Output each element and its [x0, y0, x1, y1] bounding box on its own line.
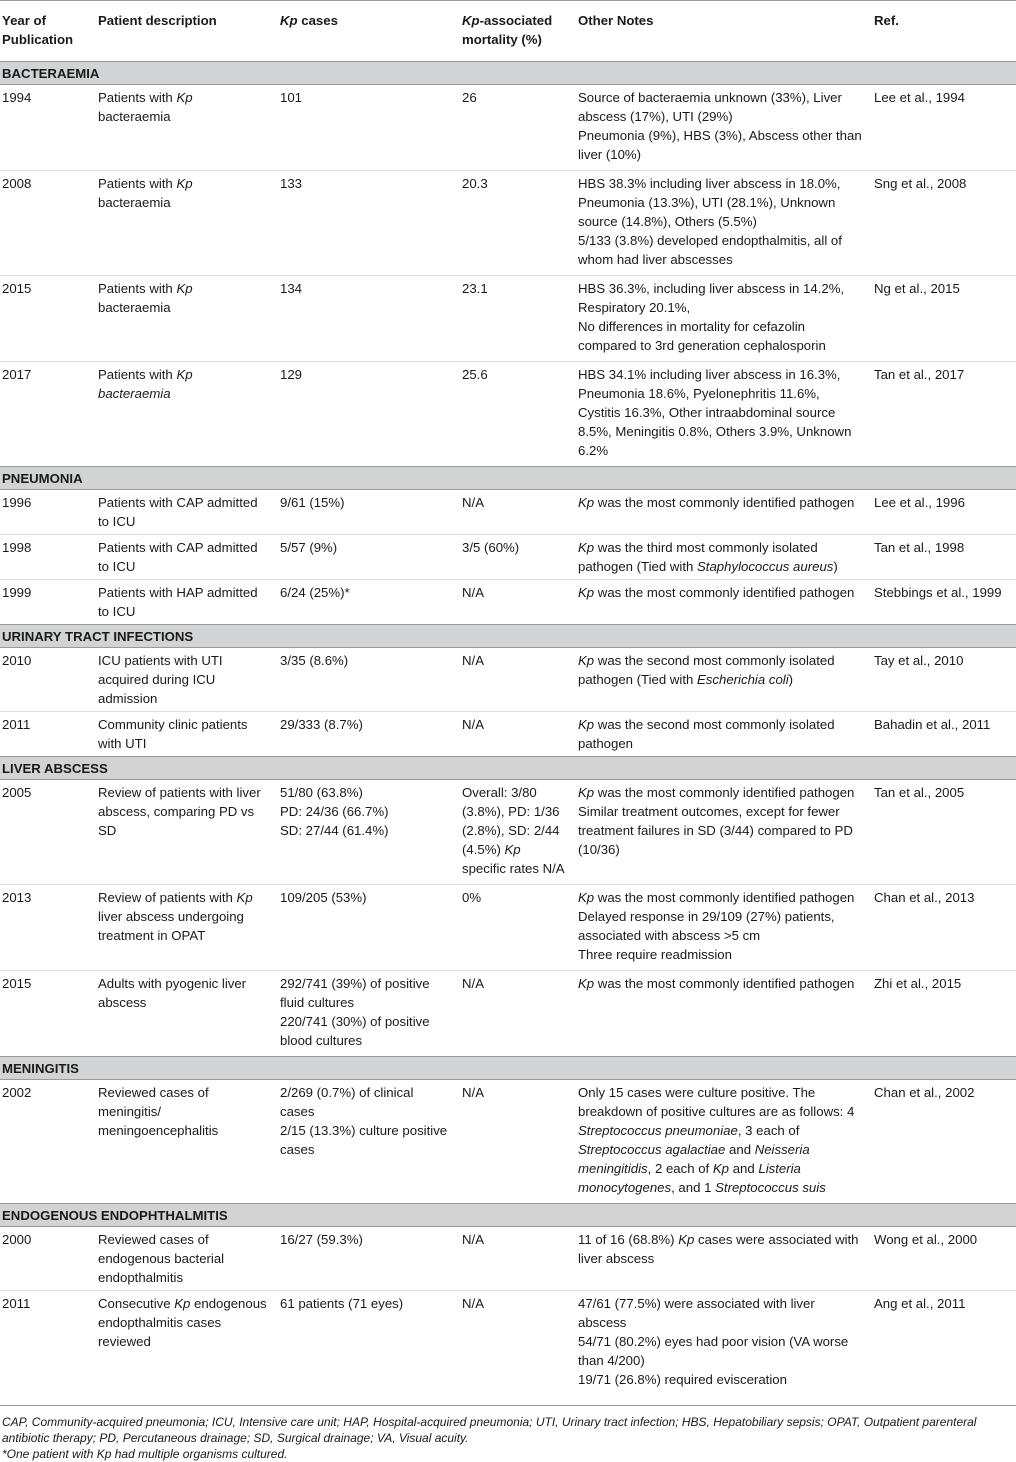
cell-year: 2013: [0, 885, 92, 971]
cell-description: Review of patients with liver abscess, comparing PD vs SD: [98, 785, 261, 838]
table-row: [0, 535, 1016, 580]
section-meningitis: MENINGITIS: [0, 1057, 1016, 1080]
table-footnote: [0, 1405, 1016, 1462]
cell-description: Patients with Kp bacteraemia: [92, 362, 274, 467]
cell-cases: 129: [274, 362, 456, 467]
abbreviations-note: CAP, Community-acquired pneumonia; ICU, Intensive care unit; HAP, Hospital-acquired pneumonia; UTI, Urinary tract infection; HBS, Hepatobiliary sepsis; OPAT, Outpatient parenteral antibiotic therapy; PD, Percutaneous drainage; SD, Surgical drainage; VA, Visual acuity.: [2, 1415, 977, 1445]
table-row: [0, 971, 1016, 1057]
table-row: [0, 580, 1016, 625]
table-row: [0, 885, 1016, 971]
header-ref: Ref.: [868, 1, 1016, 62]
cell-ref: Ng et al., 2015: [868, 276, 1016, 362]
table-row: [0, 1080, 1016, 1204]
cell-year: 2015: [0, 971, 92, 1057]
cell-notes: Source of bacteraemia unknown (33%), Liver abscess (17%), UTI (29%) Pneumonia (9%), HBS (3%), Abscess other than liver (10%): [578, 90, 862, 162]
cell-year: 2000: [2, 1232, 32, 1247]
cell-cases: 109/205 (53%): [274, 885, 456, 971]
cell-description: Review of patients with Kp liver abscess undergoing treatment in OPAT: [92, 885, 274, 971]
cell-notes: Kp was the second most commonly isolated pathogen: [572, 712, 868, 757]
cell-mortality: N/A: [462, 653, 484, 668]
cell-notes: HBS 38.3% including liver abscess in 18.0%, Pneumonia (13.3%), UTI (28.1%), Unknown source (14.8%), Others (5.5%) 5/133 (3.8%) developed endopthalmitis, all of whom had liver abscesses: [572, 171, 868, 276]
cell-description: Reviewed cases of meningitis/ meningoencephalitis: [98, 1085, 219, 1138]
cell-ref: Zhi et al., 2015: [868, 971, 1016, 1057]
table-row: [0, 171, 1016, 276]
cell-notes: HBS 36.3%, including liver abscess in 14.2%, Respiratory 20.1%, No differences in mortality for cefazolin compared to 3rd generation cephalosporin: [572, 276, 868, 362]
cell-year: 2017: [0, 362, 92, 467]
cell-description: Patients with Kp bacteraemia: [92, 171, 274, 276]
cell-year: 1996: [2, 495, 32, 510]
cell-cases: 101: [280, 90, 303, 105]
table-row: [0, 276, 1016, 362]
cell-ref: Wong et al., 2000: [874, 1232, 978, 1247]
section-pneumonia: PNEUMONIA: [0, 467, 1016, 490]
header-mortality: Kp-associated mortality (%): [456, 1, 572, 62]
asterisk-note: *One patient with Kp had multiple organisms cultured.: [2, 1447, 288, 1461]
cell-cases: 292/741 (39%) of positive fluid cultures 220/741 (30%) of positive blood cultures: [274, 971, 456, 1057]
cell-year: 2011: [0, 1291, 92, 1396]
cell-year: 2010: [2, 653, 32, 668]
cell-year: 2015: [0, 276, 92, 362]
cell-ref: Chan et al., 2013: [868, 885, 1016, 971]
header-row: [0, 1, 1016, 62]
cell-notes: Kp was the most commonly identified pathogen: [572, 971, 868, 1057]
cell-ref: Stebbings et al., 1999: [868, 580, 1016, 625]
cell-mortality: N/A: [456, 712, 572, 757]
cell-ref: Chan et al., 2002: [874, 1085, 975, 1100]
cell-notes: Kp was the most commonly identified pathogen Similar treatment outcomes, except for fewer treatment failures in SD (3/44) compared to PD (10/36): [578, 785, 855, 857]
cell-notes: HBS 34.1% including liver abscess in 16.3%, Pneumonia 18.6%, Pyelonephritis 11.6%, Cystitis 16.3%, Other intraabdominal source 8.5%, Meningitis 0.8%, Others 3.9%, Unknown 6.2%: [572, 362, 868, 467]
cell-cases: 134: [274, 276, 456, 362]
cell-description: Adults with pyogenic liver abscess: [92, 971, 274, 1057]
cell-year: 1999: [0, 580, 92, 625]
cell-description: Community clinic patients with UTI: [92, 712, 274, 757]
cell-ref: Tay et al., 2010: [874, 653, 964, 668]
cell-mortality: 23.1: [456, 276, 572, 362]
section-endophthalmitis: ENDOGENOUS ENDOPHTHALMITIS: [0, 1204, 1016, 1227]
cell-notes: 11 of 16 (68.8%) Kp cases were associated with liver abscess: [578, 1232, 859, 1266]
cell-description: ICU patients with UTI acquired during ICU admission: [98, 653, 223, 706]
cell-year: 2011: [0, 712, 92, 757]
table-row: [0, 648, 1016, 712]
cell-mortality: N/A: [456, 580, 572, 625]
cell-notes: Kp was the most commonly identified pathogen Delayed response in 29/109 (27%) patients, associated with abscess >5 cm Three require readmission: [572, 885, 868, 971]
table-row: [0, 1227, 1016, 1291]
cell-mortality: 25.6: [456, 362, 572, 467]
cell-year: 2008: [0, 171, 92, 276]
cell-cases: 51/80 (63.8%) PD: 24/36 (66.7%) SD: 27/44 (61.4%): [280, 785, 389, 838]
table-row: [0, 490, 1016, 535]
cell-ref: Bahadin et al., 2011: [868, 712, 1016, 757]
header-year: Year of Publication: [0, 1, 92, 62]
cell-cases: 9/61 (15%): [280, 495, 345, 510]
cell-notes: 47/61 (77.5%) were associated with liver abscess 54/71 (80.2%) eyes had poor vision (VA worse than 4/200) 19/71 (26.8%) required evisceration: [572, 1291, 868, 1396]
table-row: [0, 362, 1016, 467]
cell-year: 1998: [0, 535, 92, 580]
cell-mortality: 20.3: [456, 171, 572, 276]
cell-ref: Sng et al., 2008: [868, 171, 1016, 276]
cell-notes: Kp was the second most commonly isolated pathogen (Tied with Escherichia coli): [578, 653, 835, 687]
cell-year: 1994: [2, 90, 32, 105]
cell-cases: 61 patients (71 eyes): [274, 1291, 456, 1396]
cell-year: 2005: [2, 785, 32, 800]
table-row: [0, 1291, 1016, 1396]
cell-description: Patients with Kp bacteraemia: [92, 276, 274, 362]
cell-ref: Tan et al., 1998: [868, 535, 1016, 580]
cell-mortality: N/A: [456, 971, 572, 1057]
cell-cases: 16/27 (59.3%): [280, 1232, 363, 1247]
header-cases: Kp cases: [274, 1, 456, 62]
cell-mortality: N/A: [456, 1291, 572, 1396]
cell-ref: Lee et al., 1994: [874, 90, 965, 105]
cell-mortality: 26: [462, 90, 477, 105]
cell-mortality: N/A: [462, 1085, 484, 1100]
cell-description: Reviewed cases of endogenous bacterial endopthalmitis: [98, 1232, 225, 1285]
cell-description: Consecutive Kp endogenous endopthalmitis cases reviewed: [92, 1291, 274, 1396]
cell-cases: 29/333 (8.7%): [274, 712, 456, 757]
cell-ref: Tan et al., 2017: [868, 362, 1016, 467]
cell-mortality: Overall: 3/80 (3.8%), PD: 1/36 (2.8%), SD: 2/44 (4.5%) Kp specific rates N/A: [462, 785, 565, 876]
cell-mortality: N/A: [462, 1232, 484, 1247]
header-description: Patient description: [92, 1, 274, 62]
table-row: [0, 780, 1016, 885]
cell-ref: Ang et al., 2011: [868, 1291, 1016, 1396]
cell-notes: Kp was the most commonly identified pathogen: [572, 580, 868, 625]
cell-description: Patients with Kp bacteraemia: [98, 90, 193, 124]
cell-cases: 133: [274, 171, 456, 276]
cell-description: Patients with CAP admitted to ICU: [98, 495, 258, 529]
cell-cases: 3/35 (8.6%): [280, 653, 349, 668]
cell-mortality: N/A: [462, 495, 484, 510]
section-uti: URINARY TRACT INFECTIONS: [0, 625, 1016, 648]
cell-cases: 6/24 (25%)*: [274, 580, 456, 625]
table-row: [0, 85, 1016, 171]
cell-cases: 5/57 (9%): [274, 535, 456, 580]
section-bacteraemia: BACTERAEMIA: [0, 62, 1016, 85]
cell-description: Patients with CAP admitted to ICU: [92, 535, 274, 580]
cell-ref: Lee et al., 1996: [874, 495, 965, 510]
header-notes: Other Notes: [572, 1, 868, 62]
table-row: [0, 712, 1016, 757]
section-liver-abscess: LIVER ABSCESS: [0, 757, 1016, 780]
cell-ref: Tan et al., 2005: [874, 785, 965, 800]
cell-year: 2002: [2, 1085, 32, 1100]
cell-cases: 2/269 (0.7%) of clinical cases 2/15 (13.3%) culture positive cases: [280, 1085, 448, 1157]
cell-mortality: 3/5 (60%): [456, 535, 572, 580]
cell-notes: Kp was the third most commonly isolated pathogen (Tied with Staphylococcus aureus): [572, 535, 868, 580]
cell-mortality: 0%: [456, 885, 572, 971]
cell-notes: Only 15 cases were culture positive. The breakdown of positive cultures are as follows: 4 Streptococcus pneumoniae, 3 each of Streptococcus agalactiae and Neisseria meningitidis, 2 each of Kp and Listeria monocytogenes, and 1 Streptococcus suis: [578, 1085, 855, 1195]
cell-description: Patients with HAP admitted to ICU: [92, 580, 274, 625]
cell-notes: Kp was the most commonly identified pathogen: [578, 495, 855, 510]
